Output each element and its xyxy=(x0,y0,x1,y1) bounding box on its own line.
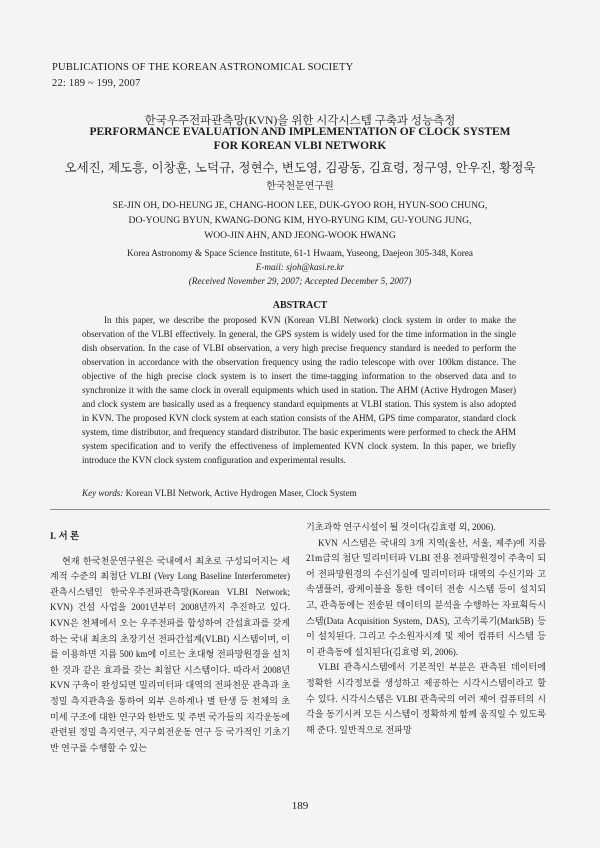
authors-english-line3: WOO-JIN AHN, AND JEONG-WOOK HWANG xyxy=(204,230,396,241)
abstract xyxy=(82,313,516,467)
intro-paragraph-1: 현재 한국천문연구원은 국내에서 최초로 구성되어지는 세계적 수준의 최첨단 VLBI (Very Long Baseline Interferometer) 관측시스템인 한국우주전파관측망(Korean VLBI Network; KVN) 건설 사업을 2001년부터 2008년까지 추진하고 있다. KVN은 천체에서 오는 우주전파를 합성하여 간섭효과를 갖게 하는 국내 최초의 초장기선 전파간섭계(VLBI) 시스템이며, 이를 이용하면 지름 500 km에 이르는 초대형 전파망원경을 설치한 것과 같은 효과를 갖는 최첨단 시스템이다. 따라서 2008년 KVN 구축이 완성되면 밀리미터파 대역의 전파천문 관측과 초정밀 측지관측을 통하여 외부 은하계나 별 탄생 등 천체의 초미세 구조에 대한 연구와 한반도 및 주변 국가들의 지각운동에 관련된 정밀 측지연구, 지구회전운동 연구 등 국가적인 기초기반 연구를 수행할 수 있는 xyxy=(50,555,290,753)
keywords-text: Korean VLBI Network, Active Hydrogen Maser, Clock System xyxy=(123,488,357,498)
title-english-line1: PERFORMANCE EVALUATION AND IMPLEMENTATION OF CLOCK SYSTEM xyxy=(89,126,511,138)
intro-paragraph-1-cont: 기초과학 연구시설이 될 것이다(김효령 외, 2006). xyxy=(306,522,496,532)
keywords-label: Key words: xyxy=(82,488,124,498)
right-column xyxy=(306,520,546,738)
abstract-text: In this paper, we describe the proposed KVN (Korean VLBI Network) clock system in order to make the observation of the VLBI effectively. In general, the GPS system is widely used for the time information in the single dish observation. In the case of VLBI observation, a very high precise frequency standard is needed to perform the observation in accordance with the observation frequency using the radio telescope with over 100km distance. The objective of the high precise clock system is to insert the time-tagging information to the observed data and to synchronize it with the same clock in overall equipments which used in station. The AHM (Active Hydrogen Maser) and clock system are basically used as a frequency standard equipments at VLBI station. This system is also adopted in KVN. The proposed KVN clock system at each station consists of the AHM, GPS time comparator, standard clock system, time distributor, and frequency standard distributor. The basic experiments were performed to check the AHM system specification and to verify the effectiveness of implemented KVN clock system. In this paper, we briefly introduce the KVN clock system configuration and experimental results. xyxy=(82,315,516,465)
email: E-mail: sjoh@kasi.re.kr xyxy=(255,262,345,272)
keywords xyxy=(82,488,516,498)
authors-english-line1: SE-JIN OH, DO-HEUNG JE, CHANG-HOON LEE, DUK-GYOO ROH, HYUN-SOO CHUNG, xyxy=(112,200,488,211)
received-dates: (Received November 29, 2007; Accepted December 5, 2007) xyxy=(188,276,412,286)
left-column xyxy=(50,520,290,756)
authors-english-line2: DO-YOUNG BYUN, KWANG-DONG KIM, HYO-RYUNG KIM, GU-YOUNG JUNG, xyxy=(128,215,472,226)
authors-korean: 오세진, 제도흥, 이창훈, 노덕규, 정현수, 변도영, 김광동, 김효령, 정구영, 안우진, 황정욱 xyxy=(64,161,536,175)
title-korean: 한국우주전파관측망(KVN)을 위한 시각시스템 구축과 성능측정 xyxy=(144,115,456,127)
journal-name: PUBLICATIONS OF THE KOREAN ASTRONOMICAL SOCIETY xyxy=(52,62,354,73)
abstract-heading: ABSTRACT xyxy=(272,300,328,311)
page-number: 189 xyxy=(291,800,309,812)
section-heading: I. 서 론 xyxy=(50,532,80,542)
intro-paragraph-2: KVN 시스템은 국내의 3개 지역(울산, 서울, 제주)에 지름 21m급의 첨단 밀리미터파 VLBI 전용 전파망원경이 주축이 되어 전파망원경의 수신기실에 밀리미터파 대역의 수신기와 고속샘플러, 광케이블을 통한 데이터 전송 시스템 등이 설치되고, 관측동에는 전송된 데이터의 분석을 수행하는 자료획득시스템(Data Acquisition System, DAS), 고속기록기(Mark5B) 등이 설치된다. 그리고 수소원자시계 및 제어 컴퓨터 시스템 등이 관측동에 설치된다(김효령 외, 2006). xyxy=(306,537,546,657)
section-divider xyxy=(50,509,550,510)
institution-korean: 한국천문연구원 xyxy=(266,181,334,192)
title-english-line2: FOR KOREAN VLBI NETWORK xyxy=(213,140,387,152)
journal-citation: 22: 189 ~ 199, 2007 xyxy=(52,78,141,89)
affiliation: Korea Astronomy & Space Science Institute, 61-1 Hwaam, Yuseong, Daejeon 305-348, Korea xyxy=(127,248,473,258)
intro-paragraph-3: VLBI 관측시스템에서 기본적인 부분은 관측된 데이터에 정확한 시각정보를 생성하고 제공하는 시각시스템이라고 할 수 있다. 시각시스템은 VLBI 관측국의 여러 제어 컴퓨터의 시각을 동기시켜 모든 시스템이 정확하게 함께 움직일 수 있도록 해 준다. 일반적으로 전파망 xyxy=(306,662,546,735)
